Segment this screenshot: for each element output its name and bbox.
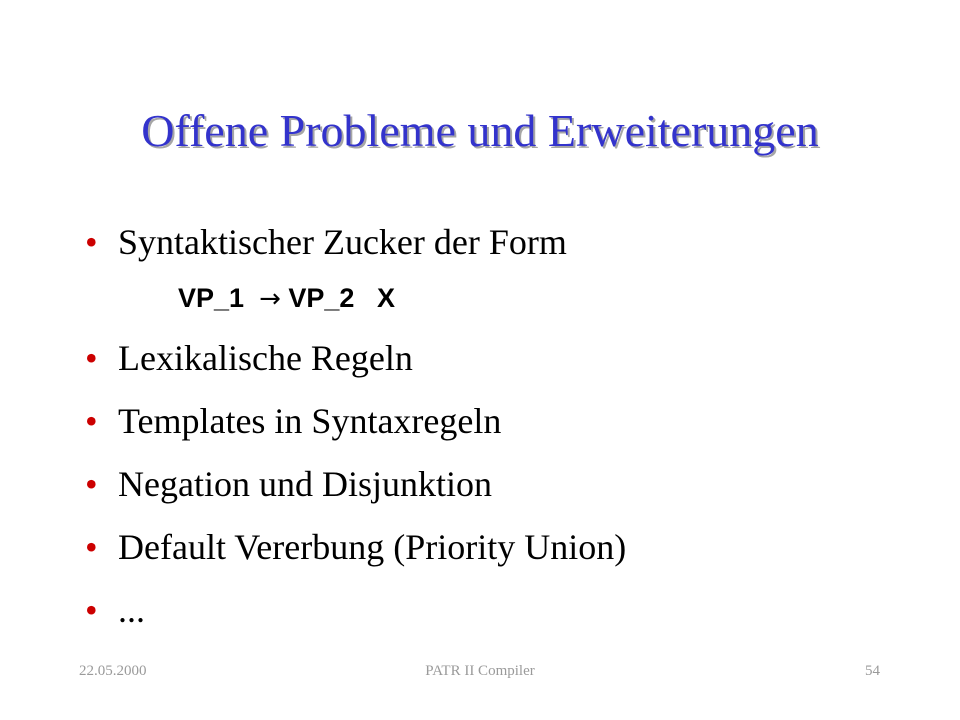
bullet-marker: • xyxy=(85,590,98,630)
code-left: VP_1 xyxy=(178,283,245,313)
bullet-text: Default Vererbung (Priority Union) xyxy=(118,527,627,567)
bullet-text: ... xyxy=(118,590,145,630)
page-number: 54 xyxy=(865,663,880,679)
bullet-text: Templates in Syntaxregeln xyxy=(118,401,502,441)
bullet-marker: • xyxy=(85,338,98,378)
bullet-marker: • xyxy=(85,222,98,262)
bullet-marker: • xyxy=(85,401,98,441)
code-example xyxy=(178,280,395,317)
bullet-text: Negation und Disjunktion xyxy=(118,464,492,504)
right-arrow-icon: → xyxy=(259,284,281,314)
bullet-marker: • xyxy=(85,464,98,504)
bullet-text: Lexikalische Regeln xyxy=(118,338,413,378)
bullet-text: Syntaktischer Zucker der Form xyxy=(118,222,567,262)
footer-title: PATR II Compiler xyxy=(425,663,535,679)
code-right: VP_2 xyxy=(288,283,355,313)
slide-title: Offene Probleme und Erweiterungen xyxy=(141,105,819,156)
footer-date: 22.05.2000 xyxy=(79,663,147,679)
bullet-marker: • xyxy=(85,527,98,567)
code-suffix: X xyxy=(376,283,395,313)
